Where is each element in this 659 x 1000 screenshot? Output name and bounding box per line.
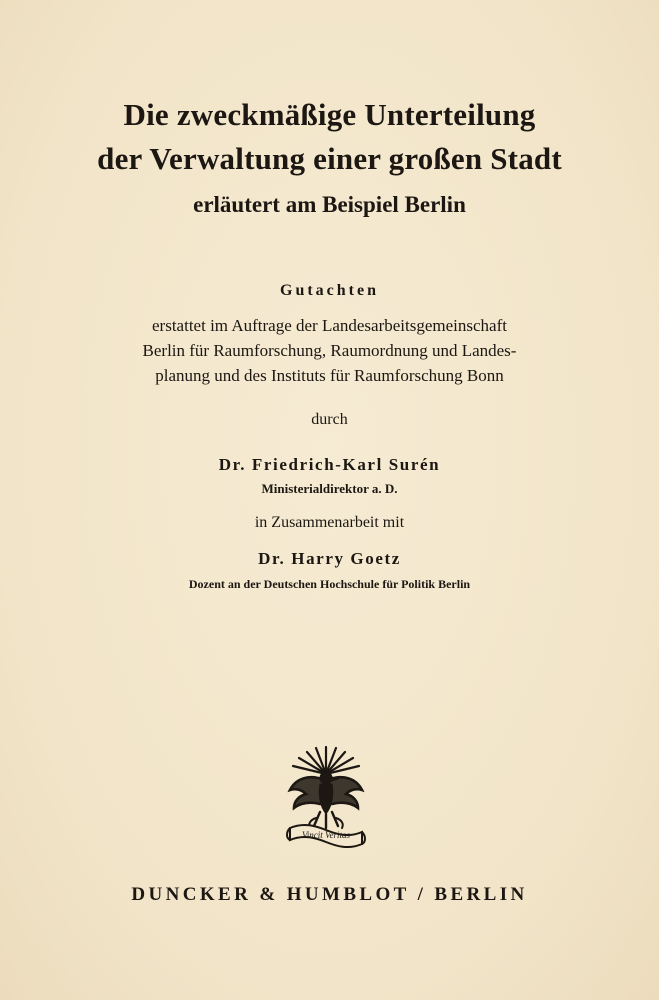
genre-label: Gutachten bbox=[280, 282, 379, 299]
commission-statement bbox=[0, 313, 659, 388]
by-label: durch bbox=[311, 411, 348, 428]
author-1-name: Dr. Friedrich-Karl Surén bbox=[218, 455, 441, 474]
commission-line-3: planung und des Instituts für Raumforschung Bonn bbox=[155, 366, 504, 385]
publisher-imprint: DUNCKER & HUMBLOT / BERLIN bbox=[131, 884, 528, 905]
title-line-1: Die zweckmäßige Unterteilung bbox=[123, 97, 536, 132]
publisher-eagle-emblem-icon bbox=[280, 744, 372, 852]
author-2-name: Dr. Harry Goetz bbox=[258, 549, 401, 568]
subtitle: erläutert am Beispiel Berlin bbox=[193, 192, 466, 217]
emblem-motto: Vincit Veritas bbox=[301, 830, 351, 840]
commission-line-2: Berlin für Raumforschung, Raumordnung und Landes- bbox=[142, 341, 517, 360]
author-1-role: Ministerialdirektor a. D. bbox=[261, 481, 398, 496]
title-line-2: der Verwaltung einer großen Stadt bbox=[97, 141, 562, 176]
author-2-role: Dozent an der Deutschen Hochschule für Politik Berlin bbox=[188, 577, 471, 591]
collaboration-label: in Zusammenarbeit mit bbox=[254, 514, 405, 531]
commission-line-1: erstattet im Auftrage der Landesarbeitsgemeinschaft bbox=[152, 316, 507, 335]
